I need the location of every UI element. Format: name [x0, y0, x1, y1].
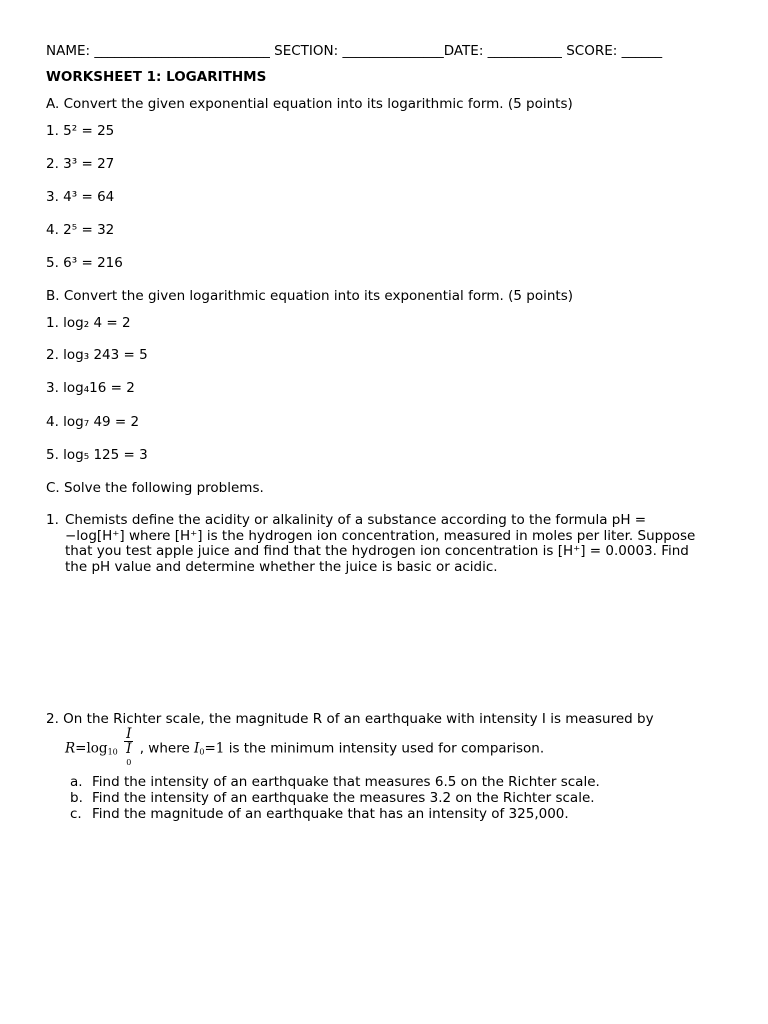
section-c-instruction: C. Solve the following problems. — [46, 480, 264, 496]
section-b-item-1: 1. log₂ 4 = 2 — [46, 315, 131, 331]
condition-var: I — [194, 740, 200, 757]
formula-log-base: 10 — [107, 747, 118, 757]
formula-denominator — [124, 742, 133, 770]
part-c-text: Find the magnitude of an earthquake that has an intensity of 325,000. — [92, 806, 569, 822]
part-c-letter: c. — [70, 806, 82, 822]
formula-log: log — [86, 740, 108, 757]
section-b-item-4: 4. log₇ 49 = 2 — [46, 414, 140, 430]
header-info-line: NAME: __________________________ SECTION: _______________DATE: ___________ SCORE: ______ — [46, 43, 663, 59]
problem-1 — [46, 513, 706, 575]
formula-denominator-var: I — [126, 741, 132, 757]
condition-text: is the minimum intensity used for comparison. — [228, 740, 545, 757]
formula-denominator-sub: 0 — [126, 758, 132, 767]
problem-2-part-a — [70, 774, 600, 790]
section-a-item-1: 1. 5² = 25 — [46, 123, 115, 139]
section-a-instruction: A. Convert the given exponential equation into its logarithmic form. (5 points) — [46, 96, 573, 112]
section-a-item-2: 2. 3³ = 27 — [46, 156, 115, 172]
problem-1-number: 1. — [46, 512, 59, 528]
formula-equals: = — [75, 740, 87, 757]
section-a-item-4: 4. 2⁵ = 32 — [46, 222, 115, 238]
problem-2-part-b — [70, 790, 595, 806]
worksheet-title: WORKSHEET 1: LOGARITHMS — [46, 69, 267, 85]
condition-sub: 0 — [199, 747, 205, 757]
section-b-item-3: 3. log₄16 = 2 — [46, 380, 135, 396]
section-a-item-3: 3. 4³ = 64 — [46, 189, 115, 205]
problem-2-part-c — [70, 806, 569, 822]
problem-1-text: Chemists define the acidity or alkalinity of a substance according to the formula pH = −log[H⁺] where [H⁺] is the hydrogen ion concentration, measured in moles per liter. Suppose that you test apple juice and find that the hydrogen ion concentration is [H⁺] = 0.0003. Find the pH value and determine whether the juice is basic or acidic. — [65, 512, 696, 575]
part-b-letter: b. — [70, 790, 83, 806]
problem-2-intro: 2. On the Richter scale, the magnitude R of an earthquake with intensity I is measured by — [46, 711, 654, 727]
formula-lhs: R — [65, 740, 76, 757]
formula-where-text: , where — [139, 740, 190, 757]
section-b-item-2: 2. log₃ 243 = 5 — [46, 347, 148, 363]
formula-numerator: I — [126, 726, 132, 742]
condition-rhs: =1 — [204, 740, 225, 757]
richter-formula-line — [65, 727, 544, 770]
section-a-item-5: 5. 6³ = 216 — [46, 255, 123, 271]
section-b-item-5: 5. log₅ 125 = 3 — [46, 447, 148, 463]
part-a-letter: a. — [70, 774, 83, 790]
section-b-instruction: B. Convert the given logarithmic equation into its exponential form. (5 points) — [46, 288, 574, 304]
part-b-text: Find the intensity of an earthquake the measures 3.2 on the Richter scale. — [92, 790, 595, 806]
formula-fraction — [124, 727, 133, 770]
part-a-text: Find the intensity of an earthquake that measures 6.5 on the Richter scale. — [92, 774, 600, 790]
